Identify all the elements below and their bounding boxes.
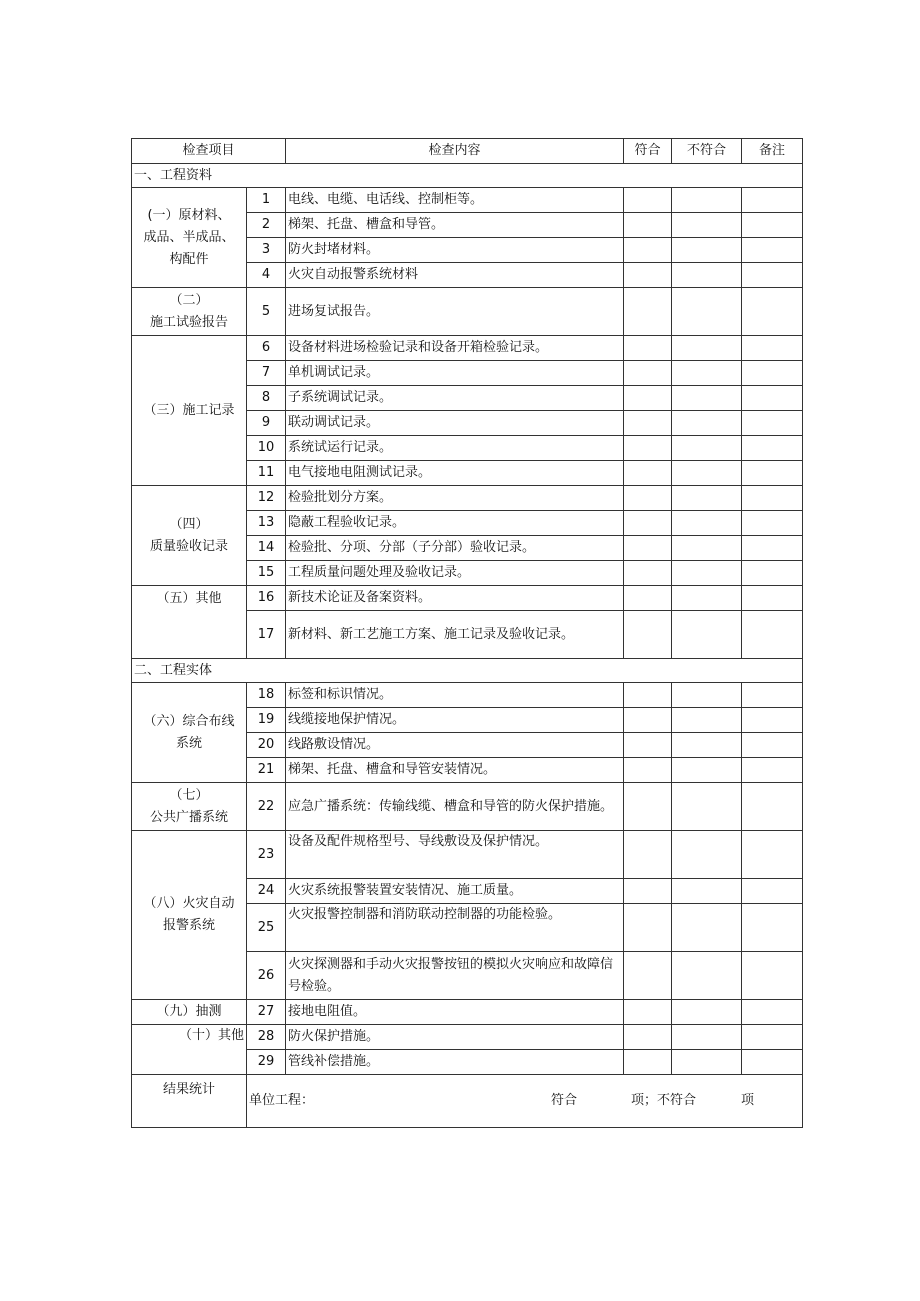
section-row	[132, 164, 803, 188]
table-row: 29 管线补偿措施。	[132, 1050, 803, 1075]
table-row: 7 单机调试记录。	[132, 361, 803, 386]
table-row: 14 检验批、分项、分部（子分部）验收记录。	[132, 536, 803, 561]
table-row: 19 线缆接地保护情况。	[132, 708, 803, 733]
table-row: 9 联动调试记录。	[132, 411, 803, 436]
group-label: （十）其他	[132, 1025, 247, 1075]
table-row: 17 新材料、新工艺施工方案、施工记录及验收记录。	[132, 611, 803, 659]
table-row: 21 梯架、托盘、槽盒和导管安装情况。	[132, 758, 803, 783]
table-row: （四） 质量验收记录 12 检验批划分方案。	[132, 486, 803, 511]
table-row: 13 隐蔽工程验收记录。	[132, 511, 803, 536]
summary-conform: 符合	[551, 1093, 578, 1108]
summary-content	[247, 1075, 803, 1128]
summary-row	[132, 1075, 803, 1128]
header-remark: 备注	[742, 139, 803, 164]
section-title: 一、工程资料	[132, 164, 803, 188]
table-row: （二） 施工试验报告 5 进场复试报告。	[132, 288, 803, 336]
table-row: （十）其他 28 防火保护措施。	[132, 1025, 803, 1050]
inspection-table	[131, 138, 803, 1128]
group-label: (一）原材料、 成品、半成品、 构配件	[132, 188, 247, 288]
table-row: 8 子系统调试记录。	[132, 386, 803, 411]
section-title: 二、工程实体	[132, 659, 803, 683]
header-content: 检查内容	[286, 139, 624, 164]
table-row: （九）抽测 27 接地电阻值。	[132, 1000, 803, 1025]
summary-item-end: 项	[741, 1093, 755, 1108]
table-row: （三）施工记录 6 设备材料进场检验记录和设备开箱检验记录。	[132, 336, 803, 361]
summary-label: 结果统计	[132, 1075, 247, 1128]
group-label: （四） 质量验收记录	[132, 486, 247, 586]
table-row: 26 火灾探测器和手动火灾报警按钮的模拟火灾响应和故障信号检验。	[132, 952, 803, 1000]
group-label: （五）其他	[132, 586, 247, 659]
summary-unit: 单位工程：	[249, 1093, 315, 1108]
table-row: （八）火灾自动 报警系统 23 设备及配件规格型号、导线敷设及保护情况。	[132, 831, 803, 879]
group-label: （七） 公共广播系统	[132, 783, 247, 831]
table-row: 2 梯架、托盘、槽盒和导管。	[132, 213, 803, 238]
group-label: （三）施工记录	[132, 336, 247, 486]
group-label: （九）抽测	[132, 1000, 247, 1025]
group-label: （二） 施工试验报告	[132, 288, 247, 336]
table-row: (一）原材料、 成品、半成品、 构配件 1 电线、电缆、电话线、控制柜等。	[132, 188, 803, 213]
section-row	[132, 659, 803, 683]
table-row: （七） 公共广播系统 22 应急广播系统：传输线缆、槽盒和导管的防火保护措施。	[132, 783, 803, 831]
header-conform: 符合	[624, 139, 672, 164]
group-label: （六）综合布线 系统	[132, 683, 247, 783]
table-row: 3 防火封堵材料。	[132, 238, 803, 263]
table-header	[132, 139, 803, 164]
table-row: 10 系统试运行记录。	[132, 436, 803, 461]
group-label: （八）火灾自动 报警系统	[132, 831, 247, 1000]
table-row: 24 火灾系统报警装置安装情况、施工质量。	[132, 879, 803, 904]
summary-item-sep: 项；不符合	[631, 1093, 697, 1108]
table-row: 4 火灾自动报警系统材料	[132, 263, 803, 288]
table-row: 11 电气接地电阻测试记录。	[132, 461, 803, 486]
header-item: 检查项目	[132, 139, 286, 164]
table-row: 25 火灾报警控制器和消防联动控制器的功能检验。	[132, 904, 803, 952]
table-row: 15 工程质量问题处理及验收记录。	[132, 561, 803, 586]
table-row: 20 线路敷设情况。	[132, 733, 803, 758]
table-row: （六）综合布线 系统 18 标签和标识情况。	[132, 683, 803, 708]
table-row: （五）其他 16 新技术论证及备案资料。	[132, 586, 803, 611]
header-nonconform: 不符合	[672, 139, 742, 164]
